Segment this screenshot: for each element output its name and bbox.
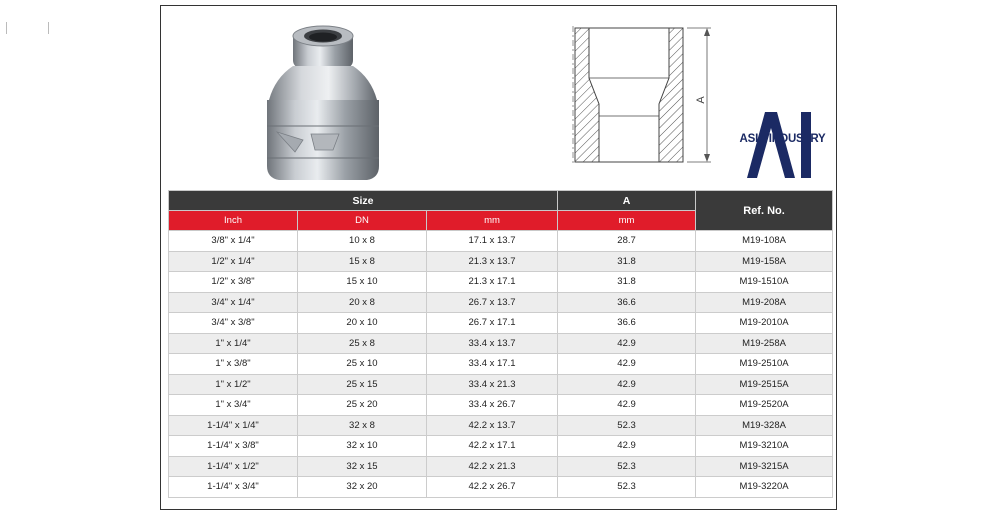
cell-inch: 1-1/4" x 3/8": [169, 436, 298, 457]
cell-ref: M19-3220A: [696, 477, 833, 498]
table-row: [169, 456, 833, 477]
table-row: [169, 354, 833, 375]
ai-monogram-icon: [735, 106, 830, 184]
cell-a: 28.7: [558, 231, 696, 252]
cell-inch: 1-1/4" x 1/2": [169, 456, 298, 477]
cell-dn: 15 x 10: [298, 272, 427, 293]
table-row: [169, 395, 833, 416]
cell-dn: 25 x 20: [298, 395, 427, 416]
cell-dn: 20 x 8: [298, 292, 427, 313]
table-row: [169, 272, 833, 293]
table-row: [169, 333, 833, 354]
cell-a: 31.8: [558, 272, 696, 293]
cell-inch: 1" x 1/4": [169, 333, 298, 354]
cell-mm: 42.2 x 26.7: [427, 477, 558, 498]
header-mm: mm: [427, 211, 558, 231]
cell-ref: M19-108A: [696, 231, 833, 252]
cell-dn: 25 x 8: [298, 333, 427, 354]
header-size: Size: [169, 191, 558, 211]
table-row: [169, 292, 833, 313]
cell-dn: 32 x 20: [298, 477, 427, 498]
cross-section-drawing: [559, 16, 743, 176]
cell-a: 42.9: [558, 333, 696, 354]
cell-a: 52.3: [558, 477, 696, 498]
cell-mm: 42.2 x 17.1: [427, 436, 558, 457]
cell-a: 42.9: [558, 395, 696, 416]
cell-a: 36.6: [558, 313, 696, 334]
header-inch: Inch: [169, 211, 298, 231]
dimension-label-a: A: [695, 96, 707, 104]
cell-mm: 42.2 x 21.3: [427, 456, 558, 477]
reducing-socket-photo: [255, 8, 391, 188]
cell-a: 31.8: [558, 251, 696, 272]
cell-ref: M19-2520A: [696, 395, 833, 416]
cell-mm: 33.4 x 13.7: [427, 333, 558, 354]
cell-ref: M19-208A: [696, 292, 833, 313]
cell-dn: 20 x 10: [298, 313, 427, 334]
cell-inch: 1" x 3/4": [169, 395, 298, 416]
cell-mm: 42.2 x 13.7: [427, 415, 558, 436]
header-a: A: [558, 191, 696, 211]
table-row: [169, 251, 833, 272]
cell-inch: 1-1/4" x 1/4": [169, 415, 298, 436]
cell-ref: M19-158A: [696, 251, 833, 272]
cell-a: 52.3: [558, 456, 696, 477]
cell-a: 36.6: [558, 292, 696, 313]
table-row: [169, 374, 833, 395]
cell-inch: 3/4" x 3/8": [169, 313, 298, 334]
cell-inch: 1-1/4" x 3/4": [169, 477, 298, 498]
cell-dn: 32 x 15: [298, 456, 427, 477]
cell-mm: 21.3 x 17.1: [427, 272, 558, 293]
cell-inch: 1/2" x 3/8": [169, 272, 298, 293]
cell-ref: M19-2515A: [696, 374, 833, 395]
cell-inch: 3/8" x 1/4": [169, 231, 298, 252]
cell-dn: 32 x 8: [298, 415, 427, 436]
cell-a: 52.3: [558, 415, 696, 436]
cell-a: 42.9: [558, 436, 696, 457]
table-row: [169, 477, 833, 498]
header-a-mm: mm: [558, 211, 696, 231]
edge-mark: [6, 22, 7, 34]
cell-dn: 25 x 10: [298, 354, 427, 375]
table-row: [169, 436, 833, 457]
cell-a: 42.9: [558, 374, 696, 395]
cell-dn: 32 x 10: [298, 436, 427, 457]
table-row: [169, 231, 833, 252]
edge-mark: [48, 22, 49, 34]
cell-ref: M19-258A: [696, 333, 833, 354]
cell-inch: 1" x 1/2": [169, 374, 298, 395]
table-row: [169, 313, 833, 334]
cell-mm: 17.1 x 13.7: [427, 231, 558, 252]
cell-mm: 21.3 x 13.7: [427, 251, 558, 272]
cell-mm: 33.4 x 17.1: [427, 354, 558, 375]
table-row: [169, 415, 833, 436]
cell-inch: 1" x 3/8": [169, 354, 298, 375]
size-table: [168, 190, 833, 498]
cell-mm: 33.4 x 26.7: [427, 395, 558, 416]
cell-dn: 10 x 8: [298, 231, 427, 252]
header-dn: DN: [298, 211, 427, 231]
product-sheet: [160, 5, 837, 510]
cell-dn: 25 x 15: [298, 374, 427, 395]
logo-text: ASIA INDUSTRY: [739, 133, 826, 145]
asia-industry-logo: [735, 106, 830, 184]
cell-ref: M19-1510A: [696, 272, 833, 293]
cell-ref: M19-2010A: [696, 313, 833, 334]
cell-dn: 15 x 8: [298, 251, 427, 272]
cell-inch: 3/4" x 1/4": [169, 292, 298, 313]
cell-ref: M19-3210A: [696, 436, 833, 457]
cell-a: 42.9: [558, 354, 696, 375]
cell-ref: M19-3215A: [696, 456, 833, 477]
header-ref-no: Ref. No.: [696, 191, 833, 231]
cell-inch: 1/2" x 1/4": [169, 251, 298, 272]
cell-mm: 26.7 x 13.7: [427, 292, 558, 313]
cell-ref: M19-328A: [696, 415, 833, 436]
cell-mm: 26.7 x 17.1: [427, 313, 558, 334]
cell-ref: M19-2510A: [696, 354, 833, 375]
cell-mm: 33.4 x 21.3: [427, 374, 558, 395]
